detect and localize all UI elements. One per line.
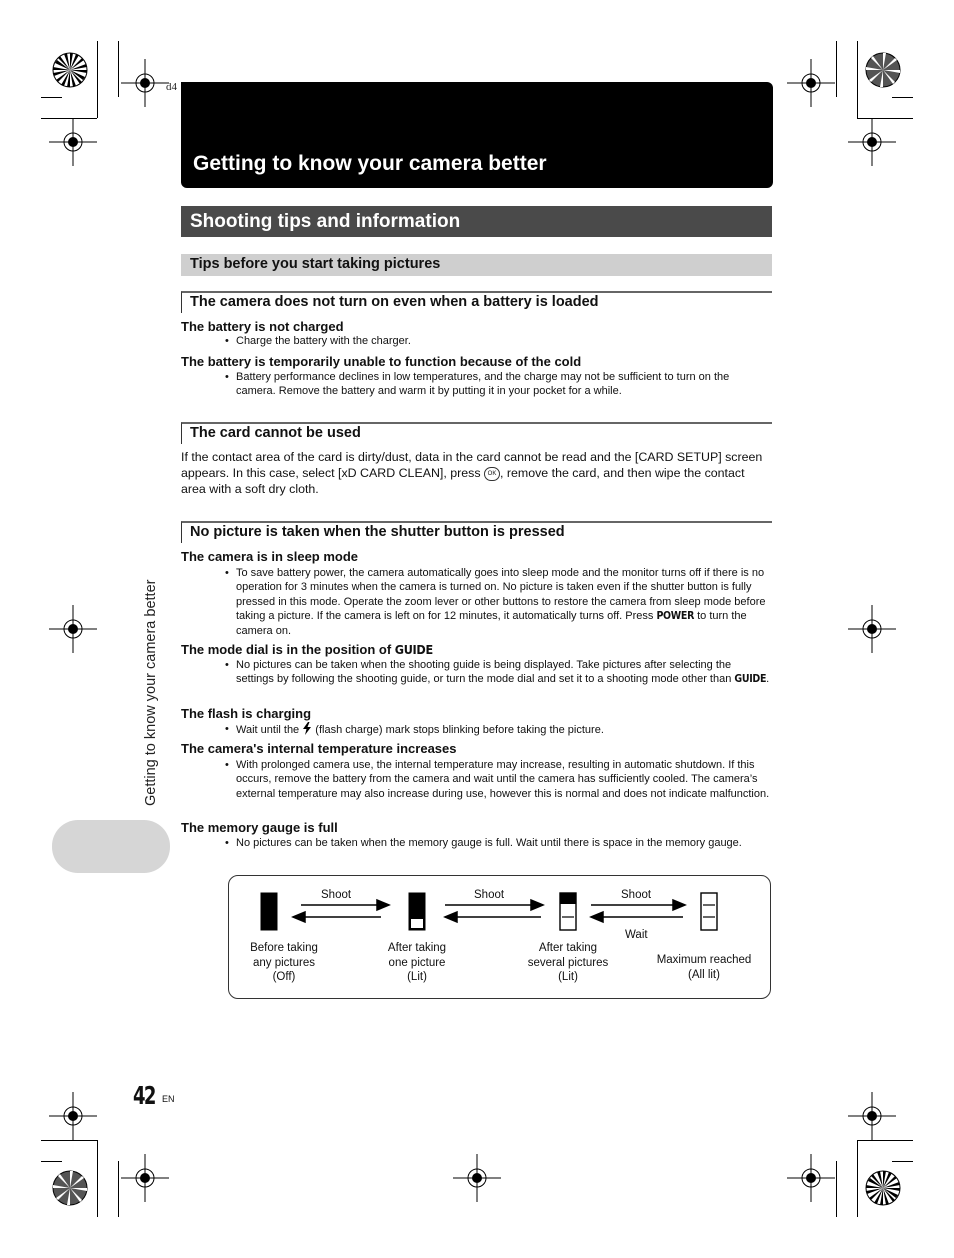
shoot-arrow-1-icon [293,900,389,922]
power-button-label: POWER [656,610,695,623]
guide-mode-label: GUIDE [734,673,767,686]
registration-crosshair-icon [121,1154,169,1202]
stage-before-label: Before taking any pictures (Off) [250,942,318,983]
page-language: EN [162,1094,175,1104]
heading-mode-dial: The mode dial is in the position of GUIDE [181,642,433,657]
flash-charge-icon [302,722,312,735]
ok-button-icon: OK [484,467,500,481]
wait-label: Wait [625,929,648,941]
list-item: • No pictures can be taken when the shooting guide is being displayed. Take pictures after selecting the settings by following the shooting guide, or turn the mode dial and set it to a shooting mode other than GUIDE. [225,659,770,686]
memory-gauge-several-icon [560,893,576,930]
registration-crosshair-icon [848,118,896,166]
registration-star-icon [865,1170,901,1206]
registration-crosshair-icon [49,118,97,166]
topic-shutter-title: No picture is taken when the shutter button is pressed [190,524,565,540]
topic-shutter [181,521,772,543]
heading-flash-charging: The flash is charging [181,706,312,721]
stage-maximum-label: Maximum reached (All lit) [656,954,752,981]
registration-crosshair-icon [49,1092,97,1140]
list-item: • Wait until the (flash charge) mark stops blinking before taking the picture. [225,723,604,736]
shoot-label: Shoot [321,889,352,901]
memory-gauge-off-icon [261,893,277,930]
registration-crosshair-icon [49,605,97,653]
topic-card-title: The card cannot be used [190,425,361,441]
heading-sleep-mode: The camera is in sleep mode [181,549,359,564]
side-chapter-label: Getting to know your camera better [143,579,159,806]
registration-star-icon [865,52,901,88]
topic-battery [181,291,772,313]
memory-gauge-full-icon [701,893,717,930]
shoot-label: Shoot [621,889,652,901]
topic-card [181,422,772,444]
registration-crosshair-icon [787,59,835,107]
heading-memory-gauge: The memory gauge is full [181,820,338,835]
page-number: 42 [133,1081,155,1110]
list-item: • With prolonged camera use, the internal temperature may increase, resulting in automatic shutdown. If this occurs, remove the battery from the camera and wait until the camera has sufficiently cooled. The camera’s external temperature may also increase during use, however this is normal and does not indicate malfunction. [225,759,770,800]
shoot-wait-arrow-icon [591,900,685,922]
list-item: • Charge the battery with the charger. [225,335,411,347]
stage-several-label: After taking several pictures (Lit) [527,942,609,983]
heading-battery-not-charged: The battery is not charged [181,319,344,334]
shoot-label: Shoot [474,889,505,901]
card-paragraph: If the contact area of the card is dirty/dust, data in the card cannot be read and the [CARD SETUP] screen appears. In this case, select [xD CARD CLEAN], press OK , remove the card, and then wipe the contact area with a soft dry cloth. [181,450,763,496]
shoot-arrow-2-icon [445,900,543,922]
chapter-tab [52,820,170,873]
section-title: Shooting tips and information [190,211,461,232]
guide-mode-label: GUIDE [394,642,433,657]
print-code: d4 [166,81,177,93]
registration-star-icon [52,52,88,88]
list-item: • To save battery power, the camera automatically goes into sleep mode and the monitor turns off if there is no operation for 3 minutes when the camera is turned on. No picture is taken even if the shutter button is fully pressed in this mode. Operate the zoom lever or other buttons to restore the camera from sleep mode before taking a picture. If the camera is left on for 12 minutes, it automatically turns off. Press POWER to turn the camera on. [225,567,766,637]
heading-battery-cold: The battery is temporarily unable to function because of the cold [181,354,582,369]
topic-battery-title: The camera does not turn on even when a battery is loaded [190,294,599,310]
registration-crosshair-icon [848,605,896,653]
chapter-title: Getting to know your camera better [193,152,547,175]
registration-crosshair-icon [121,59,169,107]
registration-crosshair-icon [787,1154,835,1202]
registration-star-icon [52,1170,88,1206]
memory-gauge-diagram [228,875,771,999]
list-item: • Battery performance declines in low temperatures, and the charge may not be sufficient to turn on the camera. Remove the battery and warm it by putting it in your pocket for a while. [225,371,730,398]
list-item: • No pictures can be taken when the memory gauge is full. Wait until there is space in the memory gauge. [225,837,742,849]
registration-crosshair-icon [453,1154,501,1202]
subsection-title: Tips before you start taking pictures [190,256,441,272]
stage-one-picture-label: After taking one picture (Lit) [387,942,447,983]
heading-internal-temperature: The camera's internal temperature increases [181,741,457,756]
memory-gauge-one-icon [409,893,425,930]
registration-crosshair-icon [848,1092,896,1140]
